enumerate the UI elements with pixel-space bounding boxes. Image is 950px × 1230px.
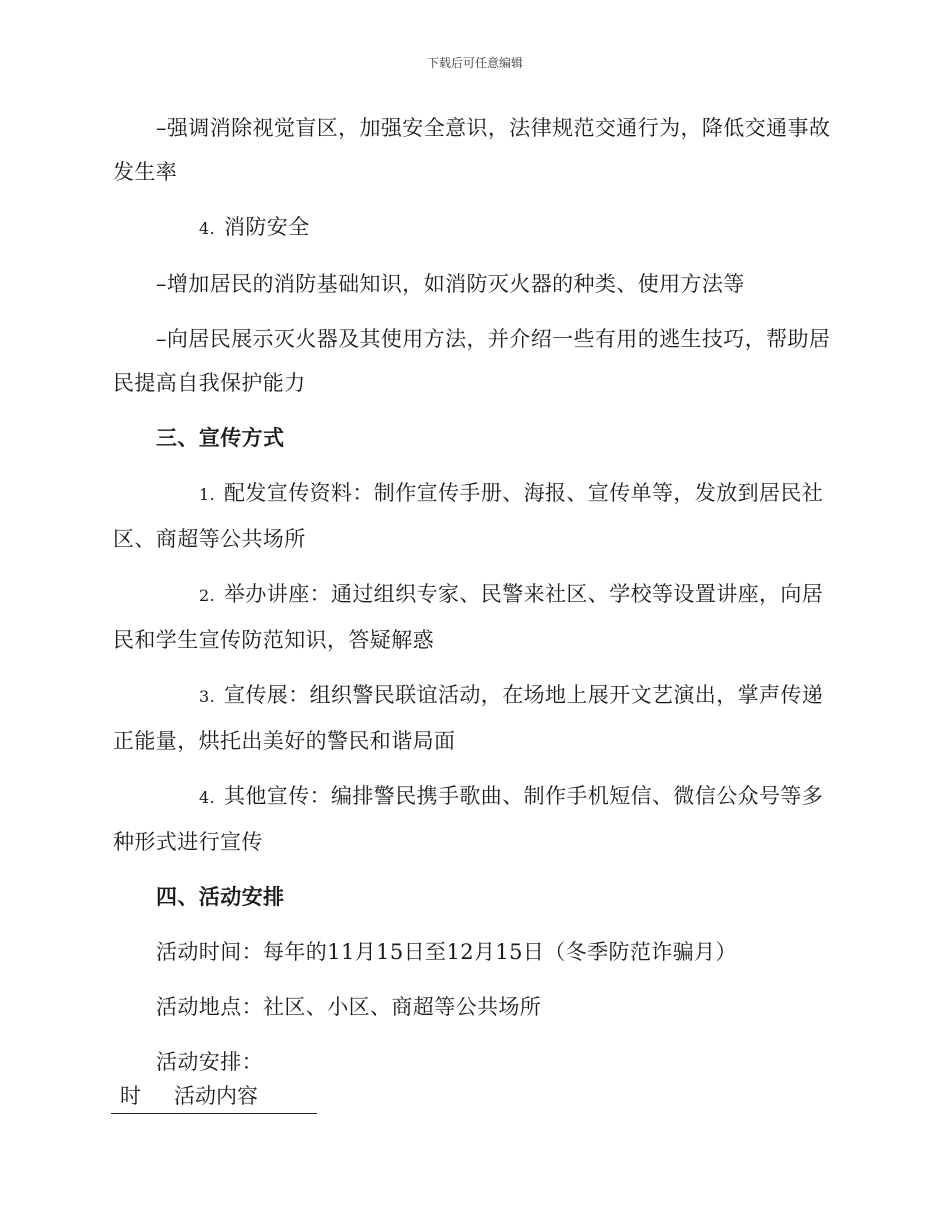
paragraph-extinguisher-demo: –向居民展示灭火器及其使用方法，并介绍一些有用的逃生技巧，帮助居民提高自我保护能力 xyxy=(113,327,831,395)
list-item-label: 消防安全 xyxy=(224,215,310,239)
activity-place: 活动地点：社区、小区、商超等公共场所 xyxy=(156,995,542,1019)
section-heading-promotion: 三、宣传方式 xyxy=(156,425,285,450)
list-item-fire-safety xyxy=(113,205,835,251)
schedule-table-header xyxy=(111,1079,317,1114)
document-body xyxy=(113,106,835,1095)
list-number: 3. xyxy=(199,687,216,706)
table-header-time: 时 xyxy=(120,1084,141,1108)
paragraph-fire-knowledge: –增加居民的消防基础知识，如消防灭火器的种类、使用方法等 xyxy=(156,272,745,296)
list-item-text: 配发宣传资料：制作宣传手册、海报、宣传单等，发放到居民社区、商超等公共场所 xyxy=(113,481,824,551)
list-item-text: 其他宣传：编排警民携手歌曲、制作手机短信、微信公众号等多种形式进行宣传 xyxy=(113,784,824,854)
list-item-text: 举办讲座：通过组织专家、民警来社区、学校等设置讲座，向居民和学生宣传防范知识，答疑解惑 xyxy=(113,582,824,652)
page-header-note: 下载后可任意编辑 xyxy=(426,56,523,70)
list-number: 1. xyxy=(199,485,216,504)
paragraph-traffic-safety: –强调消除视觉盲区，加强安全意识，法律规范交通行为，降低交通事故发生率 xyxy=(113,116,831,184)
list-item-promotion-4 xyxy=(113,774,835,864)
list-item-promotion-3 xyxy=(113,673,835,763)
list-item-promotion-2 xyxy=(113,572,835,662)
table-header-content: 活动内容 xyxy=(174,1084,258,1108)
list-number: 4. xyxy=(199,788,216,807)
section-heading-schedule: 四、活动安排 xyxy=(156,884,285,909)
activity-time: 活动时间：每年的11月15日至12月15日（冬季防范诈骗月） xyxy=(156,940,737,964)
list-number: 2. xyxy=(199,586,216,605)
list-item-promotion-1 xyxy=(113,471,835,561)
activity-arrangement-label: 活动安排： xyxy=(156,1050,263,1074)
list-item-text: 宣传展：组织警民联谊活动，在场地上展开文艺演出，掌声传递正能量，烘托出美好的警民和谐局面 xyxy=(113,683,824,753)
list-number: 4. xyxy=(199,219,216,238)
